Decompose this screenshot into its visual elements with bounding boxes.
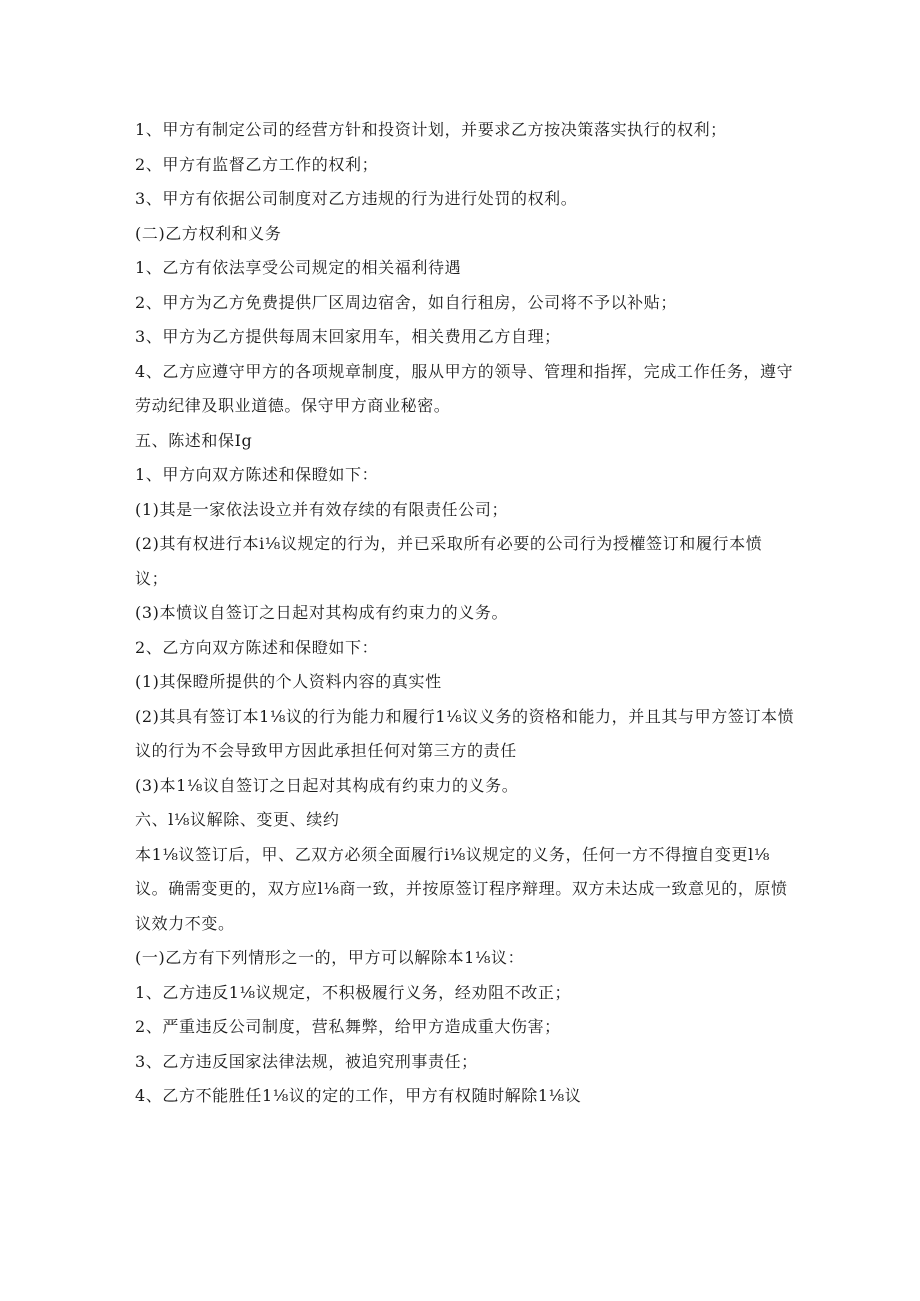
paragraph-party-a-right-2: 2、甲方有监督乙方工作的权利；	[135, 154, 379, 174]
paragraph-termination-intro: 本1⅛议签订后，甲、乙双方必须全面履行i⅛议规定的义务，任何一方不得擅自变更l⅛议。确需变更的，双方应l⅛商一致，并按原签订程序辩理。双方未达成一致意见的，原愤议效力不变。	[135, 844, 788, 933]
paragraph-representation-b-2: (2)其具有签订本1⅛议的行为能力和履行1⅛议义务的资格和能力，并且其与甲方签订本愤议的行为不会导致甲方因此承担任何对第三方的责任	[135, 706, 795, 760]
paragraph-representation-a: 1、甲方向双方陈述和保瞪如下：	[135, 465, 379, 484]
paragraph-party-b-right-1: 1、乙方有依法享受公司规定的相关福利待遇	[135, 258, 462, 277]
section-heading-representations: 五、陈述和保Ig	[135, 430, 253, 450]
document-body	[135, 113, 795, 1114]
paragraph-representation-a-3: (3)本愤议自签订之日起对其构成有约束力的义务。	[135, 603, 509, 622]
paragraph-representation-b: 2、乙方向双方陈述和保瞪如下：	[135, 637, 379, 657]
paragraph-representation-a-2: (2)其有权进行本i⅛议规定的行为，并已采取所有必要的公司行为授權签订和履行本愤议；	[135, 534, 763, 588]
paragraph-party-b-right-2: 2、甲方为乙方免费提供厂区周边宿舍，如自行租房，公司将不予以补贴；	[135, 292, 677, 312]
paragraph-representation-a-1: (1)其是一家依法设立并有效存续的有限责任公司；	[135, 499, 509, 519]
paragraph-representation-b-3: (3)本1⅛议自签订之日起对其构成有约束力的义务。	[135, 775, 519, 795]
paragraph-termination-condition-4: 4、乙方不能胜任1⅛议的定的工作，甲方有权随时解除1⅛议	[135, 1086, 582, 1105]
section-heading-party-b-rights: (二)乙方权利和义务	[135, 223, 282, 243]
paragraph-termination-condition-1: 1、乙方违反1⅛议规定，不积极履行义务，经劝阻不改正；	[135, 982, 572, 1002]
paragraph-termination-condition-2: 2、严重违反公司制度，营私舞弊，给甲方造成重大伤害；	[135, 1017, 561, 1036]
paragraph-termination-condition-3: 3、乙方违反国家法律法规，被追究刑事责任；	[135, 1051, 478, 1071]
paragraph-party-b-right-4: 4、乙方应遵守甲方的各项规章制度，服从甲方的领导、管理和指挥，完成工作任务，遵守劳动纪律及职业道德。保守甲方商业秘密。	[135, 361, 794, 415]
paragraph-termination-conditions: (一)乙方有下列情形之一的，甲方可以解除本1⅛议：	[135, 948, 525, 967]
paragraph-party-a-right-3: 3、甲方有依据公司制度对乙方违规的行为进行处罚的权利。	[135, 189, 578, 208]
paragraph-representation-b-1: (1)其保瞪所提供的个人资料内容的真实性	[135, 672, 442, 691]
section-heading-termination: 六、l⅛议解除、变更、续约	[135, 810, 340, 829]
paragraph-party-b-right-3: 3、甲方为乙方提供每周末回家用车，相关费用乙方自理；	[135, 327, 561, 346]
paragraph-party-a-right-1: 1、甲方有制定公司的经营方针和投资计划，并要求乙方按决策落实执行的权利；	[135, 120, 727, 139]
